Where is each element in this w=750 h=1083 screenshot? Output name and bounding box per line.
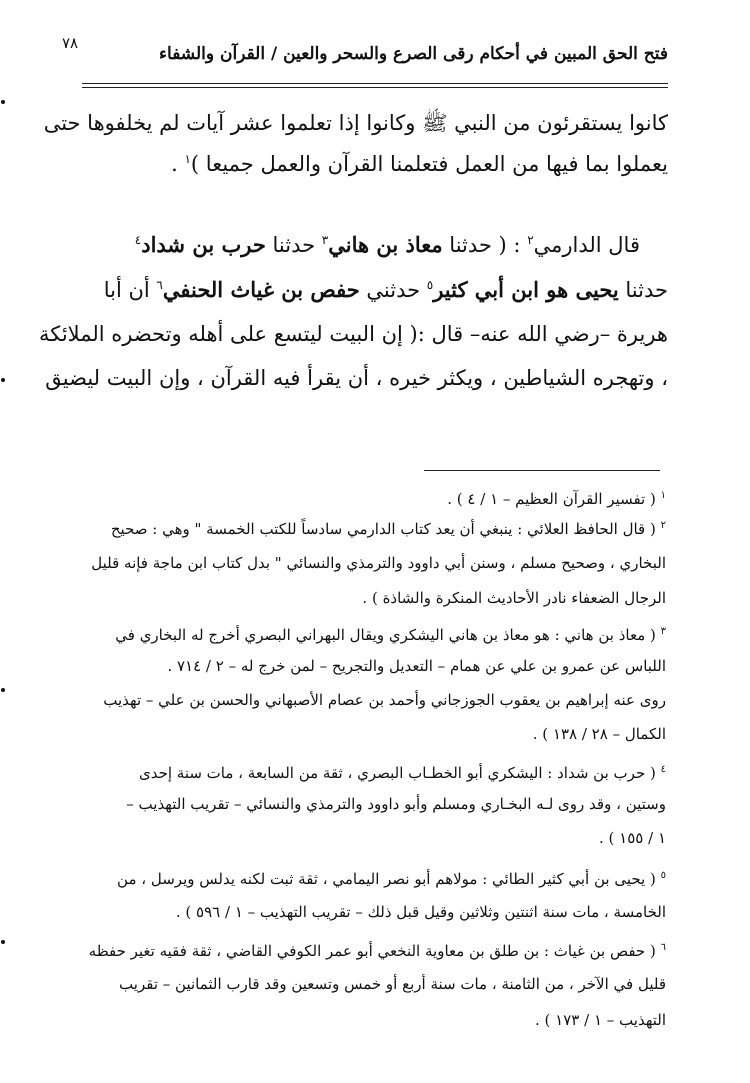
footnote-text: ( حرب بن شداد : اليشكري أبو الخطـاب البصري ، ثقة من السابعة ، مات سنة إحدى bbox=[138, 764, 656, 782]
footnote-5 bbox=[68, 866, 666, 889]
footnote-number: ٢ bbox=[660, 520, 666, 531]
body-text: حدثنا bbox=[265, 233, 322, 257]
narrator-name: حفص بن غياث الحنفي bbox=[162, 277, 360, 302]
footnote-separator bbox=[424, 470, 660, 471]
footnote-1 bbox=[68, 486, 666, 509]
footnote-2 bbox=[68, 516, 666, 539]
footnote-ref: ٥ bbox=[426, 278, 434, 292]
header-rule-secondary bbox=[82, 87, 668, 88]
footnote-text: التهذيب – ١ / ١٧٣ ) . bbox=[535, 1011, 666, 1029]
footnote-2-line bbox=[68, 553, 666, 573]
body-line bbox=[78, 152, 668, 176]
footnote-5-line bbox=[68, 902, 666, 922]
footnote-4-line bbox=[68, 828, 666, 848]
narrator-name: يحيى هو ابن أبي كثير bbox=[433, 277, 619, 302]
footnote-6-line bbox=[68, 1010, 666, 1030]
scan-margin-mark bbox=[1, 688, 5, 692]
footnote-ref: ٢ bbox=[527, 233, 534, 247]
footnote-text: قليل في الآخر ، من الثامنة ، مات سنة أربع أو خمس وتسعين وقد قارب الثمانين – تقريب bbox=[119, 975, 666, 993]
footnote-text: ( قال الحافظ العلائي : ينبغي أن يعد كتاب الدارمي سادساً للكتب الخمسة " وهي : صحيح bbox=[110, 520, 656, 538]
footnote-2-line bbox=[68, 588, 666, 608]
footnote-text: ( يحيى بن أبي كثير الطائي : مولاهم أبو نصر اليمامي ، ثقة ثبت لكنه يدلس ويرسل ، من bbox=[117, 870, 656, 888]
scan-margin-mark bbox=[1, 940, 5, 944]
footnote-text: وستين ، وقد روى لـه البخـاري ومسلم وأبو داوود والترمذي والنسائي – تقريب التهذيب – bbox=[126, 795, 666, 813]
body-text: ، وتهجره الشياطين ، ويكثر خيره ، أن يقرأ فيه القرآن ، وإن البيت ليضيق bbox=[45, 366, 668, 390]
footnote-text: روى عنه إبراهيم بن يعقوب الجوزجاني وأحمد بن عصام الأصبهاني والحسن بن علي – تهذيب bbox=[103, 691, 666, 709]
footnote-number: ٥ bbox=[660, 870, 666, 881]
footnote-text: ( معاذ بن هاني : هو معاذ بن هاني اليشكري ويقال البهراني البصري أخرج له البخاري في bbox=[115, 626, 656, 644]
footnote-number: ٣ bbox=[660, 626, 666, 637]
footnote-ref: ٤ bbox=[134, 233, 142, 247]
page-number: ٧٨ bbox=[62, 34, 79, 52]
footnote-number: ١ bbox=[660, 490, 666, 501]
footnote-3 bbox=[68, 622, 666, 645]
footnote-ref: ٦ bbox=[156, 278, 163, 292]
footnote-text: الخامسة ، مات سنة اثنتين وثلاثين وقيل قبل ذلك – تقريب التهذيب – ١ / ٥٩٦ ) . bbox=[175, 903, 666, 921]
body-text: . bbox=[171, 152, 185, 176]
body-text: هريرة –رضي الله عنه– قال :( إن البيت ليتسع على أهله وتحضره الملائكة bbox=[38, 322, 668, 346]
footnote-3-line bbox=[68, 656, 666, 676]
footnote-text: ( حفص بن غياث : بن طلق بن معاوية النخعي أبو عمر الكوفي القاضي ، ثقة فقيه تغير حفظه bbox=[88, 942, 656, 960]
narrator-name: حرب بن شداد bbox=[141, 232, 266, 257]
body-line bbox=[78, 277, 668, 302]
scan-margin-mark bbox=[1, 378, 5, 382]
body-text: : ( حدثنا bbox=[442, 233, 528, 257]
body-text: أن أبا bbox=[103, 278, 157, 302]
body-text: حدثني bbox=[359, 278, 427, 302]
footnote-3-line bbox=[68, 724, 666, 744]
body-line bbox=[50, 232, 640, 257]
footnote-number: ٦ bbox=[660, 942, 666, 953]
footnote-ref: ١ bbox=[184, 152, 191, 166]
footnote-ref: ٣ bbox=[321, 233, 329, 247]
footnote-number: ٤ bbox=[660, 764, 666, 775]
body-line bbox=[45, 366, 668, 390]
footnote-6 bbox=[68, 938, 666, 961]
footnote-4-line bbox=[68, 794, 666, 814]
narrator-name: معاذ بن هاني bbox=[328, 232, 443, 257]
body-text: قال الدارمي bbox=[533, 233, 640, 257]
body-text: حدثنا bbox=[618, 278, 668, 302]
body-text: يعملوا بما فيها من العمل فتعلمنا القرآن والعمل جميعا ) bbox=[190, 152, 668, 176]
footnote-3-line bbox=[68, 690, 666, 710]
body-text: كانوا يستقرئون من النبي ﷺ وكانوا إذا تعلموا عشر آيات لم يخلفوها حتى bbox=[43, 111, 668, 135]
running-header-title: فتح الحق المبين في أحكام رقى الصرع والسحر والعين / القرآن والشفاء bbox=[159, 44, 668, 64]
body-line bbox=[43, 110, 668, 141]
footnote-text: البخاري ، وصحيح مسلم ، وسنن أبي داوود والترمذي والنسائي " بدل كتاب ابن ماجة فإنه قليل bbox=[91, 554, 666, 572]
footnote-4 bbox=[68, 760, 666, 783]
body-line bbox=[38, 322, 668, 346]
footnote-text: الكمال – ٢٨ / ١٣٨ ) . bbox=[532, 725, 666, 743]
header-rule bbox=[82, 83, 668, 84]
footnote-text: ١ / ١٥٥ ) . bbox=[599, 829, 666, 847]
footnote-text: اللباس عن عمرو بن علي عن همام – التعديل والتجريح – لمن خرج له – ٢ / ٧١٤ . bbox=[167, 657, 666, 675]
footnote-6-line bbox=[68, 974, 666, 994]
footnote-text: ( تفسير القرآن العظيم – ١ / ٤ ) . bbox=[447, 490, 656, 508]
footnote-text: الرجال الضعفاء نادر الأحاديث المنكرة والشاذة ) . bbox=[362, 589, 666, 607]
scan-margin-mark bbox=[1, 100, 5, 104]
